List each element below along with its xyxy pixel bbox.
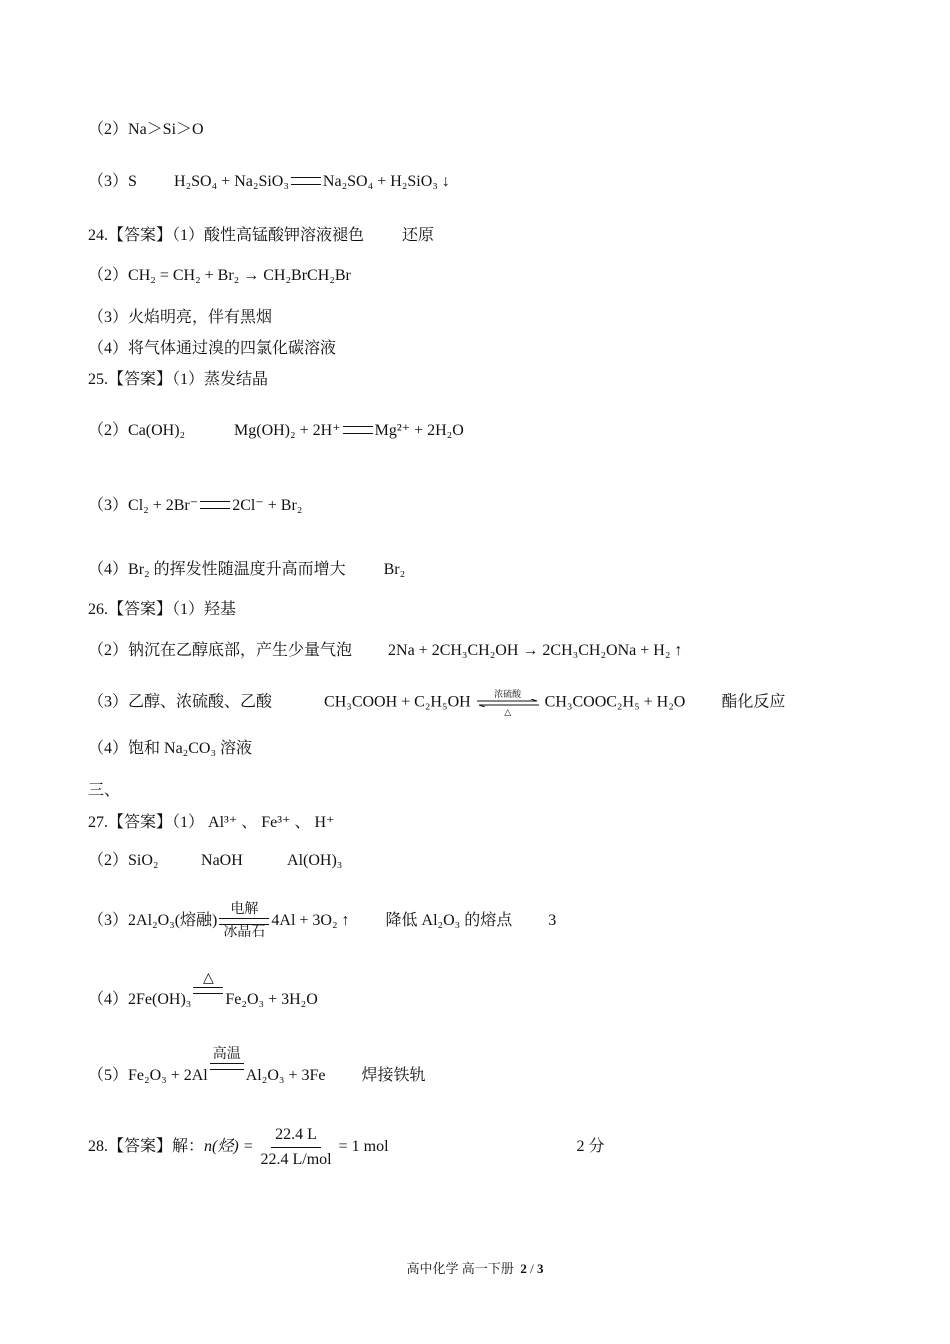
fraction: $\frac{22.4 L}{\text{22.4 L/mol}}$	[260, 1125, 332, 1168]
reaction-condition: 高温	[210, 1047, 244, 1086]
reversible-arrow: 浓硫酸 △	[477, 689, 539, 717]
answer-line: （2）Ca(OH)₂ Mg(OH)₂ + 2H⁺ Mg²⁺ + 2H₂O	[88, 422, 464, 439]
answer-line: （3）Cl₂ + 2Br⁻ 2Cl⁻ + Br₂	[88, 497, 303, 514]
reaction-condition: △	[193, 971, 223, 1010]
equals-sign	[200, 501, 230, 509]
answer-line: （2）钠沉在乙醇底部，产生少量气泡 2Na + 2CH₃CH₂OH → 2CH₃CH₂ONa + H₂ ↑	[88, 642, 683, 659]
reaction-condition: 电解 冰晶石	[219, 902, 269, 941]
answer-line: （4）Br₂ 的挥发性随温度升高而增大 Br₂	[88, 561, 406, 578]
answer-line: （2）SiO₂ NaOH Al(OH)₃	[88, 852, 343, 869]
answer-line: （4）饱和 Na₂CO₃ 溶液	[88, 740, 253, 757]
equals-sign	[343, 426, 373, 434]
answer-line: （3）S H₂SO₄ + Na₂SiO₃ Na₂SO₄ + H₂SiO₃ ↓	[88, 173, 450, 190]
equals-sign	[291, 177, 321, 185]
answer-line: （4） 2Fe(OH)₃ △ Fe₂O₃ + 3H₂O	[88, 971, 318, 1008]
question-25-header: 25.【答案】（1）蒸发结晶	[88, 371, 269, 388]
answer-line: （5） Fe₂O₃ + 2Al 高温 Al₂O₃ + 3Fe 焊接铁轨	[88, 1047, 426, 1084]
page-footer: 高中化学 高一下册 2 / 3	[406, 1261, 544, 1276]
answer-line: （3）火焰明亮，伴有黑烟	[88, 309, 273, 326]
question-24-header: 24.【答案】（1）酸性高锰酸钾溶液褪色 还原	[88, 227, 435, 244]
answer-line: （3） 2Al₂O₃(熔融) 电解 冰晶石 4Al + 3O₂ ↑ 降低 Al₂O₃ 的熔点 3	[88, 901, 557, 940]
reversible-arrow-icon	[477, 699, 539, 707]
answer-line: （2）Na＞Si＞O	[88, 121, 204, 138]
answer-line: （4）将气体通过溴的四氯化碳溶液	[88, 340, 337, 357]
answer-line: （2）CH₂ = CH₂ + Br₂ → CH₂BrCH₂Br	[88, 267, 351, 284]
question-28-header: 28.【答案】 解： n(烃) = $\frac{22.4 L}{\text{22.4 L/mol}}$ = 1 mol 2 分	[88, 1125, 605, 1168]
answer-line: （3）乙醇、浓硫酸、乙酸 CH₃COOH + C₂H₅OH 浓硫酸 △ CH₃COOC₂H₅ + H₂O 酯化反应	[88, 689, 786, 717]
question-27-header: 27.【答案】（1） Al³⁺ 、 Fe³⁺ 、 H⁺	[88, 814, 335, 831]
question-26-header: 26.【答案】（1）羟基	[88, 601, 237, 618]
section-heading: 三、	[88, 782, 121, 799]
